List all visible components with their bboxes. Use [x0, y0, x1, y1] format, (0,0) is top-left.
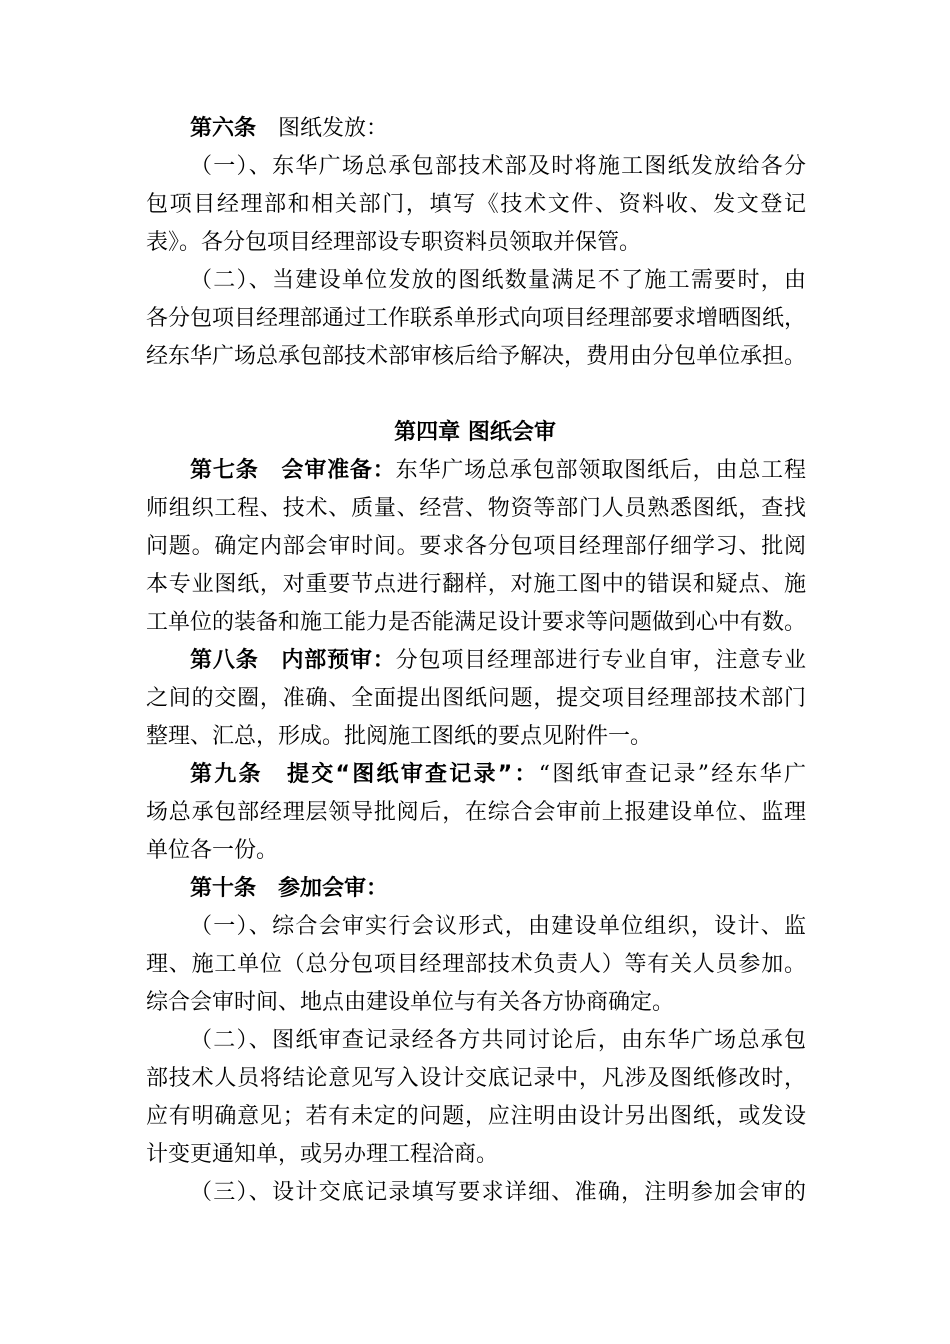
- article-7-line-4: 本专业图纸，对重要节点进行翻样，对施工图中的错误和疑点、施: [146, 572, 806, 597]
- article-6-p2-line-1: （二）、当建设单位发放的图纸数量满足不了施工需要时，由: [190, 268, 806, 293]
- article-8-line-1: [190, 646, 806, 676]
- article-10-p1-line-3: 综合会审时间、地点由建设单位与有关各方协商确定。: [146, 990, 675, 1015]
- article-6-label: 第六条: [190, 116, 257, 141]
- article-8-label: 第八条: [190, 648, 259, 673]
- article-7-line-3: 问题。确定内部会审时间。要求各分包项目经理部仔细学习、批阅: [146, 534, 806, 559]
- article-8-text-1: 分包项目经理部进行专业自审，注意专业: [395, 648, 806, 673]
- article-6-p2-line-3: 经东华广场总承包部技术部审核后给予解决，费用由分包单位承担。: [146, 344, 806, 369]
- article-6-title: 图纸发放：: [278, 116, 389, 141]
- article-10-heading: [190, 874, 806, 904]
- article-7-text-1: 东华广场总承包部领取图纸后，由总工程: [395, 458, 806, 483]
- article-10-p1-line-2: 理、施工单位（总分包项目经理部技术负责人）等有关人员参加。: [146, 952, 806, 977]
- article-9-text-1: “图纸审查记录”经东华广: [538, 762, 806, 787]
- article-10-p2-line-3: 应有明确意见；若有未定的问题，应注明由设计另出图纸，或发设: [146, 1104, 806, 1129]
- article-9-label: 第九条: [190, 762, 263, 787]
- article-9-line-2: 场总承包部经理层领导批阅后，在综合会审前上报建设单位、监理: [146, 800, 806, 825]
- article-8-title: 内部预审：: [280, 648, 396, 673]
- article-8-line-3: 整理、汇总，形成。批阅施工图纸的要点见附件一。: [146, 724, 653, 749]
- article-10-label: 第十条: [190, 876, 257, 901]
- article-7-label: 第七条: [190, 458, 259, 483]
- article-6-p1-line-3: 表》。各分包项目经理部设专职资料员领取并保管。: [146, 230, 642, 255]
- chapter-4-title: 第四章 图纸会审: [394, 420, 556, 445]
- article-7-title: 会审准备：: [280, 458, 396, 483]
- article-10-p1-line-1: （一）、综合会审实行会议形式，由建设单位组织，设计、监: [190, 914, 806, 939]
- article-7-line-5: 工单位的装备和施工能力是否能满足设计要求等问题做到心中有数。: [146, 610, 806, 635]
- article-6-p2-line-2: 各分包项目经理部通过工作联系单形式向项目经理部要求增晒图纸，: [146, 306, 806, 331]
- article-9-line-3: 单位各一份。: [146, 838, 279, 863]
- article-7-line-1: [190, 456, 806, 486]
- article-10-p3-line-1: （三）、设计交底记录填写要求详细、准确，注明参加会审的: [190, 1180, 806, 1205]
- article-10-p2-line-1: （二）、图纸审查记录经各方共同讨论后，由东华广场总承包: [190, 1028, 806, 1053]
- article-6-heading: [190, 114, 806, 144]
- article-10-p2-line-2: 部技术人员将结论意见写入设计交底记录中，凡涉及图纸修改时，: [146, 1066, 806, 1091]
- article-7-line-2: 师组织工程、技术、质量、经营、物资等部门人员熟悉图纸，查找: [146, 496, 806, 521]
- article-6-p1-line-2: 包项目经理部和相关部门，填写《技术文件、资料收、发文登记: [146, 192, 806, 217]
- article-9-title: 提交“图纸审查记录”：: [284, 762, 539, 787]
- article-9-line-1: [190, 760, 806, 790]
- article-10-p2-line-4: 计变更通知单，或另办理工程洽商。: [146, 1142, 499, 1167]
- article-6-p1-line-1: （一）、东华广场总承包部技术部及时将施工图纸发放给各分: [190, 154, 806, 179]
- article-10-title: 参加会审：: [278, 876, 389, 901]
- article-8-line-2: 之间的交圈，准确、全面提出图纸问题，提交项目经理部技术部门: [146, 686, 806, 711]
